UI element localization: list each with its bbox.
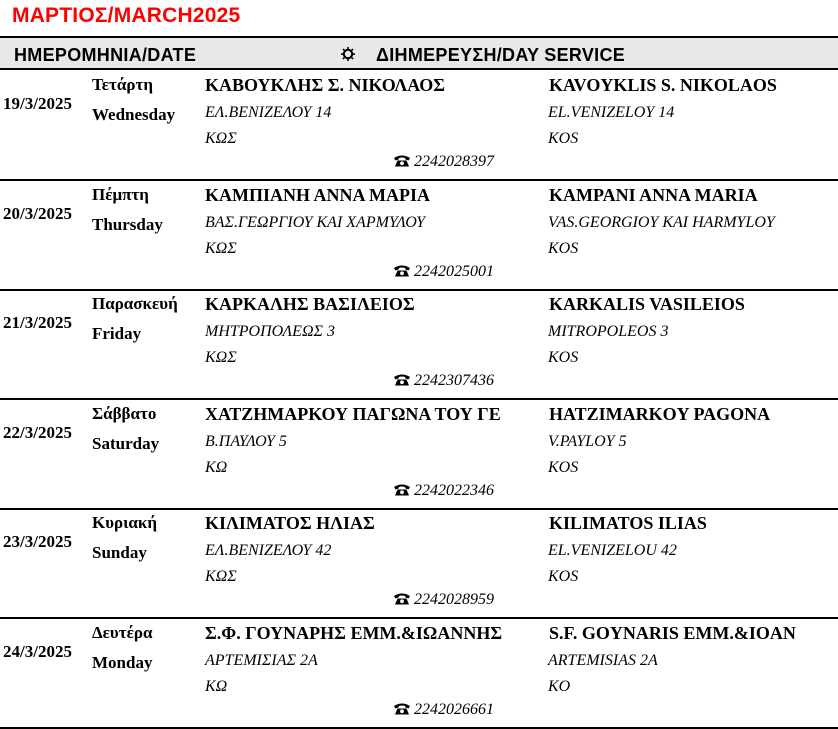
pharmacy-name-greek: Σ.Φ. ΓΟΥΝΑΡΗΣ ΕΜΜ.&ΙΩΑΝΝΗΣ [205, 622, 503, 643]
address-english: VAS.GEORGIOY KAI HARMYLOY [548, 213, 775, 231]
pharmacy-name-english: KARKALIS VASILEIOS [549, 294, 745, 314]
table-row [0, 619, 838, 729]
telephone-icon [393, 264, 411, 277]
phone-number [393, 591, 494, 609]
table-row [0, 71, 838, 181]
city-greek: ΚΩΣ [205, 349, 237, 366]
day-name-english: Wednesday [92, 105, 176, 124]
row-date: 20/3/2025 [3, 203, 72, 223]
address-greek: ΕΛ.ΒΕΝΙΖΕΛΟΥ 42 [205, 542, 332, 559]
day-name-greek: Πέμπτη [92, 184, 149, 204]
day-name-english: Friday [92, 324, 142, 343]
day-name-greek: Κυριακή [92, 513, 157, 532]
row-date: 21/3/2025 [3, 313, 72, 332]
telephone-icon [393, 592, 411, 605]
table-row [0, 181, 838, 291]
table-row [0, 509, 838, 619]
day-name-english: Thursday [92, 214, 163, 234]
telephone-icon [393, 373, 411, 386]
date-column-header: ΗΜΕΡΟΜΗΝΙΑ/DATE [14, 45, 197, 65]
address-english: MITROPOLEOS 3 [548, 323, 669, 340]
day-name-greek: Δευτέρα [92, 622, 153, 642]
pharmacy-name-greek: ΚΑΡΚΑΛΗΣ ΒΑΣΙΛΕΙΟΣ [205, 294, 415, 314]
phone-number-text: 2242028397 [414, 153, 494, 170]
day-name-english: Monday [92, 652, 153, 672]
day-name-greek: Παρασκευή [92, 294, 178, 313]
city-greek: ΚΩΣ [205, 568, 237, 585]
phone-number [393, 482, 494, 500]
address-greek: ΕΛ.ΒΕΝΙΖΕΛΟΥ 14 [205, 104, 332, 121]
phone-number [393, 372, 494, 390]
day-name-english: Saturday [92, 433, 160, 453]
address-english: EL.VENIZELOU 42 [548, 542, 677, 559]
city-english: KO [548, 677, 571, 695]
row-date: 19/3/2025 [3, 94, 72, 113]
day-name-greek: Τετάρτη [92, 75, 153, 94]
day-name-greek: Σάββατο [92, 403, 157, 423]
telephone-icon [393, 483, 411, 496]
pharmacy-name-greek: ΚΑΒΟΥΚΛΗΣ Σ. ΝΙΚΟΛΑΟΣ [205, 75, 446, 95]
address-greek: ΒΑΣ.ΓΕΩΡΓΙΟΥ ΚΑΙ ΧΑΡΜΥΛΟΥ [205, 213, 426, 231]
telephone-icon [393, 702, 411, 715]
pharmacy-name-greek: ΚΑΜΠΙΑΝΗ ΑΝΝΑ ΜΑΡΙΑ [205, 184, 430, 205]
table-row [0, 290, 838, 400]
city-greek: ΚΩ [205, 677, 228, 695]
table-row [0, 400, 838, 510]
table-header [0, 36, 838, 70]
phone-number [393, 701, 494, 719]
day-name-english: Sunday [92, 543, 147, 562]
phone-number-text: 2242028959 [414, 591, 494, 608]
city-greek: ΚΩ [205, 458, 228, 476]
city-english: KOS [548, 349, 579, 366]
pharmacy-name-greek: ΚΙΛΙΜΑΤΟΣ ΗΛΙΑΣ [205, 513, 375, 533]
pharmacy-name-english: HATZIMARKOY PAGONA [549, 403, 771, 424]
address-english: V.PAYLOY 5 [548, 432, 627, 450]
phone-number-text: 2242026661 [414, 700, 494, 718]
phone-number-text: 2242307436 [414, 372, 494, 389]
page-title: ΜΑΡΤΙΟΣ/MARCH2025 [12, 4, 241, 27]
address-english: ARTEMISIAS 2A [548, 651, 658, 669]
row-date: 22/3/2025 [3, 422, 72, 442]
address-greek: ΜΗΤΡΟΠΟΛΕΩΣ 3 [205, 323, 336, 340]
city-greek: ΚΩΣ [205, 130, 237, 147]
pharmacy-name-english: S.F. GOYNARIS EMM.&IOAN [549, 622, 796, 643]
pharmacy-name-english: KAVOYKLIS S. NIKOLAOS [549, 75, 777, 95]
pharmacy-name-greek: ΧΑΤΖΗΜΑΡΚΟΥ ΠΑΓΩΝΑ ΤΟΥ ΓΕ [205, 403, 501, 424]
phone-number [393, 263, 494, 281]
phone-number-text: 2242022346 [414, 481, 494, 499]
city-english: KOS [548, 130, 579, 147]
service-column-header: ΔΙΗΜΕΡΕΥΣΗ/DAY SERVICE [376, 45, 626, 65]
city-english: KOS [548, 568, 579, 585]
telephone-icon [393, 154, 411, 167]
pharmacy-name-english: KAMPANI ANNA MARIA [549, 184, 758, 205]
row-date: 24/3/2025 [3, 641, 72, 661]
pharmacy-name-english: KILIMATOS ILIAS [549, 513, 707, 533]
city-english: KOS [548, 239, 579, 257]
phone-number [393, 153, 494, 171]
address-greek: ΑΡΤΕΜΙΣΙΑΣ 2Α [205, 651, 318, 669]
row-date: 23/3/2025 [3, 532, 72, 551]
city-greek: ΚΩΣ [205, 239, 237, 257]
sun-icon [341, 47, 355, 61]
phone-number-text: 2242025001 [414, 262, 494, 280]
city-english: KOS [548, 458, 579, 476]
address-english: EL.VENIZELOY 14 [548, 104, 675, 121]
address-greek: Β.ΠΑΥΛΟΥ 5 [205, 432, 287, 450]
